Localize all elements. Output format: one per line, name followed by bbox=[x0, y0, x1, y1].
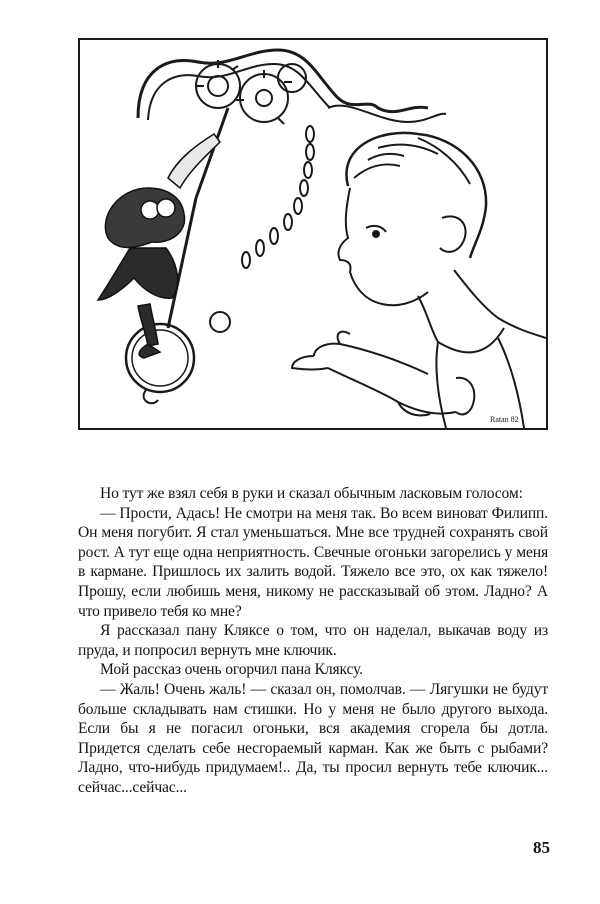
illustration-drawing bbox=[78, 38, 548, 430]
body-text bbox=[78, 484, 548, 798]
paragraph-5: — Жаль! Очень жаль! — сказал он, помолчав. — Лягушки не будут больше складывать нам стишки. Но у меня не было другого выхода. Если бы я не погасил огоньки, вся академия сгорела бы дотла. Придется сделать себе несгораемый карман. Как же быть с рыбами? Ладно, что-нибудь придумаем!.. Да, ты просил вернуть тебе ключик... сейчас...сейчас... bbox=[78, 680, 548, 796]
artist-signature: Ratan 82 bbox=[490, 415, 519, 424]
paragraph-2: — Прости, Адась! Не смотри на меня так. Во всем виноват Филипп. Он меня погубит. Я стал уменьшаться. Мне все трудней сохранять свой рост. А тут еще одна неприятность. Свечные огоньки загорелись у меня в кармане. Пришлось их залить водой. Тяжело все это, ох как тяжело! Прошу, если любишь меня, никому не рассказывай об этом. Ладно? А что привело тебя ко мне? bbox=[78, 504, 548, 620]
book-illustration bbox=[78, 38, 548, 430]
paragraph-1: Но тут же взял себя в руки и сказал обычным ласковым голосом: bbox=[100, 485, 523, 502]
paragraph-4: Мой рассказ очень огорчил пана Кляксу. bbox=[100, 661, 363, 679]
paragraph-3: Я рассказал пану Кляксе о том, что он наделал, выкачав воду из пруда, и попросил вернуть мне ключик. bbox=[78, 622, 548, 659]
page-number: 85 bbox=[533, 838, 550, 857]
